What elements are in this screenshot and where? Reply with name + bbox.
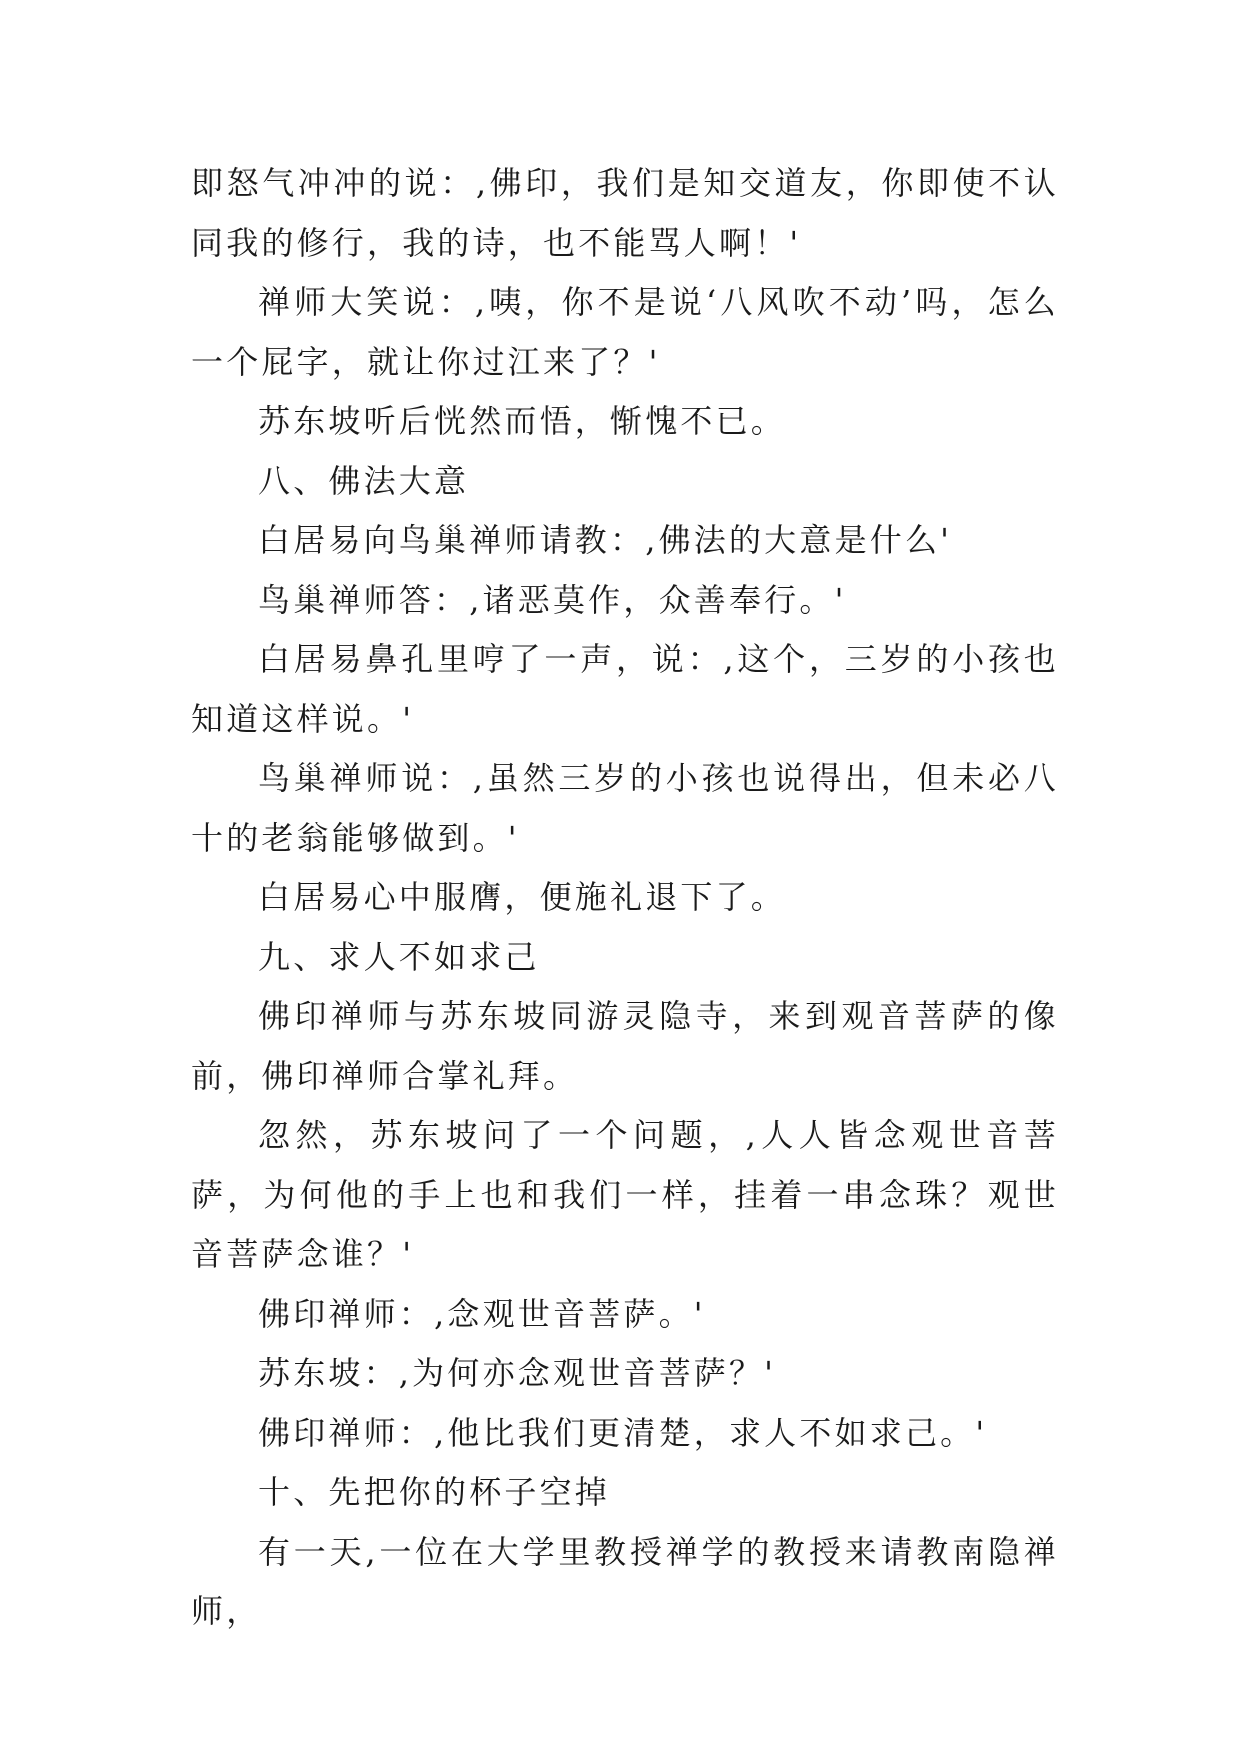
- section-heading: 十、先把你的杯子空掉: [258, 1473, 611, 1511]
- paragraph: 忽然，苏东坡问了一个问题，,人人皆念观世音菩萨，为何他的手上也和我们一样，挂着一串念珠？观世音菩萨念谁？': [191, 1116, 1059, 1273]
- paragraph: 苏东坡：,为何亦念观世音菩萨？': [258, 1354, 777, 1392]
- paragraph: 鸟巢禅师说：,虽然三岁的小孩也说得出，但未必八十的老翁能够做到。': [191, 759, 1059, 857]
- paragraph: 佛印禅师：,念观世音菩萨。': [258, 1294, 706, 1333]
- section-heading: 九、求人不如求己: [258, 937, 540, 976]
- section-heading: 八、佛法大意: [258, 461, 470, 500]
- paragraph: 佛印禅师：,他比我们更清楚，求人不如求己。': [258, 1413, 988, 1452]
- paragraph: 白居易鼻孔里哼了一声，说：,这个，三岁的小孩也知道这样说。': [191, 640, 1059, 738]
- paragraph: 有一天,一位在大学里教授禅学的教授来请教南隐禅师，: [191, 1532, 1059, 1630]
- paragraph: 白居易向鸟巢禅师请教：,佛法的大意是什么': [258, 521, 953, 559]
- paragraph: 佛印禅师与苏东坡同游灵隐寺，来到观音菩萨的像前，佛印禅师合掌礼拜。: [191, 997, 1059, 1095]
- paragraph: 白居易心中服膺，便施礼退下了。: [258, 878, 787, 916]
- paragraph: 鸟巢禅师答：,诸恶莫作，众善奉行。': [258, 580, 847, 619]
- paragraph: 即怒气冲冲的说：,佛印，我们是知交道友，你即使不认同我的修行，我的诗，也不能骂人啊！': [191, 164, 1059, 262]
- paragraph: 禅师大笑说：,咦，你不是说‘八风吹不动’吗，怎么一个屁字，就让你过江来了？': [191, 283, 1059, 381]
- document-body: [191, 154, 1059, 1642]
- paragraph: 苏东坡听后恍然而悟，惭愧不已。: [258, 402, 787, 440]
